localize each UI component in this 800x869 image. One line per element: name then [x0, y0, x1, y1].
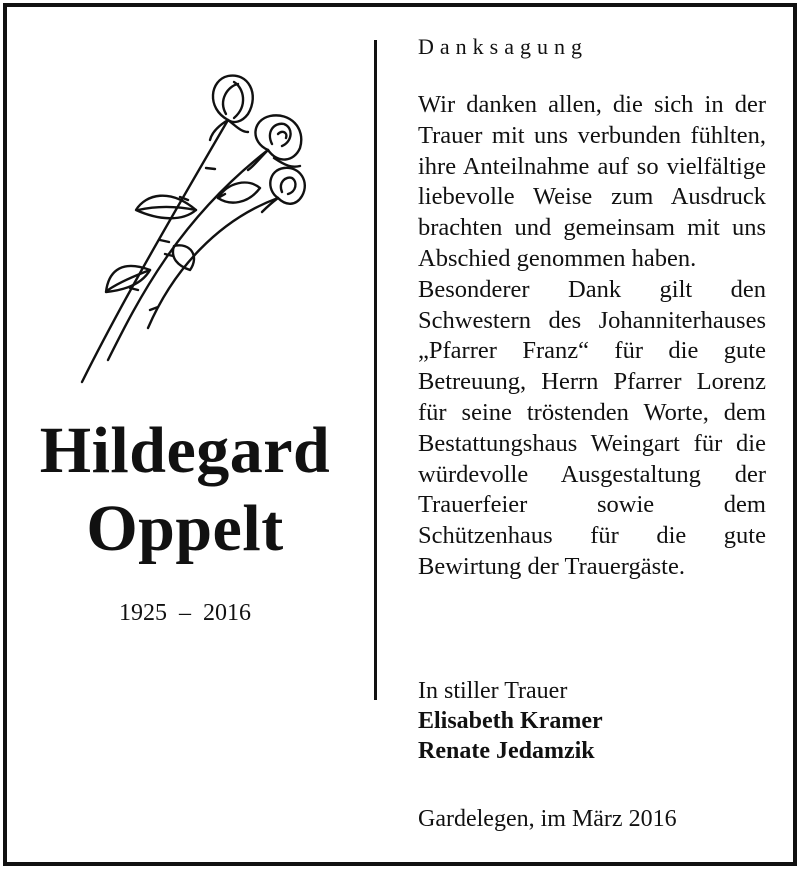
deceased-first-name: Hildegard [39, 414, 331, 487]
signatory-name: Elisabeth Kramer [418, 708, 603, 734]
signature-intro: In stiller Trauer [418, 678, 568, 704]
signature-block [418, 676, 766, 766]
place-and-date: Gardelegen, im März 2016 [418, 806, 677, 832]
notice-heading: Danksagung [418, 34, 588, 59]
signatory-name: Renate Jedamzik [418, 738, 595, 764]
divider-line [374, 40, 377, 700]
deceased-last-name: Oppelt [86, 492, 284, 565]
thanks-paragraph-2: Besonderer Dank gilt den Schwestern des Johanniterhauses „Pfarrer Franz“ für die gute Betreuung, Herrn Pfarrer Lorenz für seine tröstenden Worte, dem Bestattungshaus Weingart für die würdevolle Ausgestaltung der Trauerfeier sowie dem Schützenhaus für die gute Bewirtung der Trauergäste. [418, 275, 766, 580]
thanks-paragraph-1: Wir danken allen, die sich in der Trauer mit uns verbunden fühlten, ihre Anteilnahme auf so vielfältige liebevolle Weise zum Ausdruck brachten und gemeinsam mit uns Abschied genommen haben. [418, 91, 766, 272]
thanks-text [418, 90, 766, 583]
roses-icon [78, 70, 328, 390]
life-years: 1925 – 2016 [119, 600, 251, 626]
